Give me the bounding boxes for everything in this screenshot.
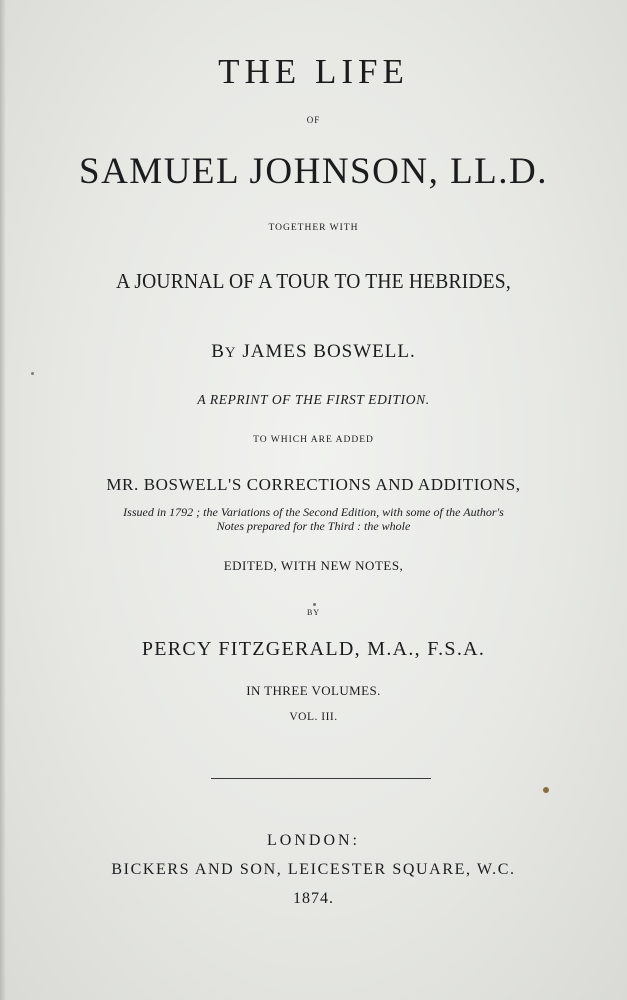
by-connector: BY (306, 608, 321, 617)
book-title: THE LIFE (218, 52, 409, 91)
author-line (0, 342, 627, 361)
author-name: JAMES BOSWELL. (236, 341, 416, 362)
foxing-spot (313, 603, 316, 606)
by-initial: B (211, 341, 225, 362)
by-rest: Y (224, 345, 237, 361)
foxing-spot (31, 372, 34, 375)
together-with-text: TOGETHER WITH (268, 223, 359, 233)
subject-name: SAMUEL JOHNSON, LL.D. (79, 151, 548, 192)
issued-note-line-2: Notes prepared for the Third : the whole (216, 519, 411, 533)
to-which-added-text: TO WHICH ARE ADDED (253, 435, 374, 445)
reprint-note: A REPRINT OF THE FIRST EDITION. (197, 392, 430, 407)
foxing-spot (543, 787, 549, 793)
divider-rule (211, 778, 431, 779)
journal-title: A JOURNAL OF A TOUR TO THE HEBRIDES, (116, 269, 511, 293)
corrections-heading: MR. BOSWELL'S CORRECTIONS AND ADDITIONS, (106, 475, 521, 494)
publication-city: LONDON: (267, 832, 360, 849)
editor-name: PERCY FITZGERALD, M.A., F.S.A. (141, 638, 486, 660)
issued-note-line-1: Issued in 1792 ; the Variations of the Second Edition, with some of the Author's (123, 505, 504, 519)
publication-year: 1874. (293, 890, 334, 907)
of-connector: OF (306, 115, 321, 125)
volume-number: VOL. III. (289, 711, 338, 723)
publisher-name: BICKERS AND SON, LEICESTER SQUARE, W.C. (111, 861, 516, 878)
edited-note: EDITED, WITH NEW NOTES, (223, 558, 404, 573)
volume-count: IN THREE VOLUMES. (246, 683, 381, 698)
